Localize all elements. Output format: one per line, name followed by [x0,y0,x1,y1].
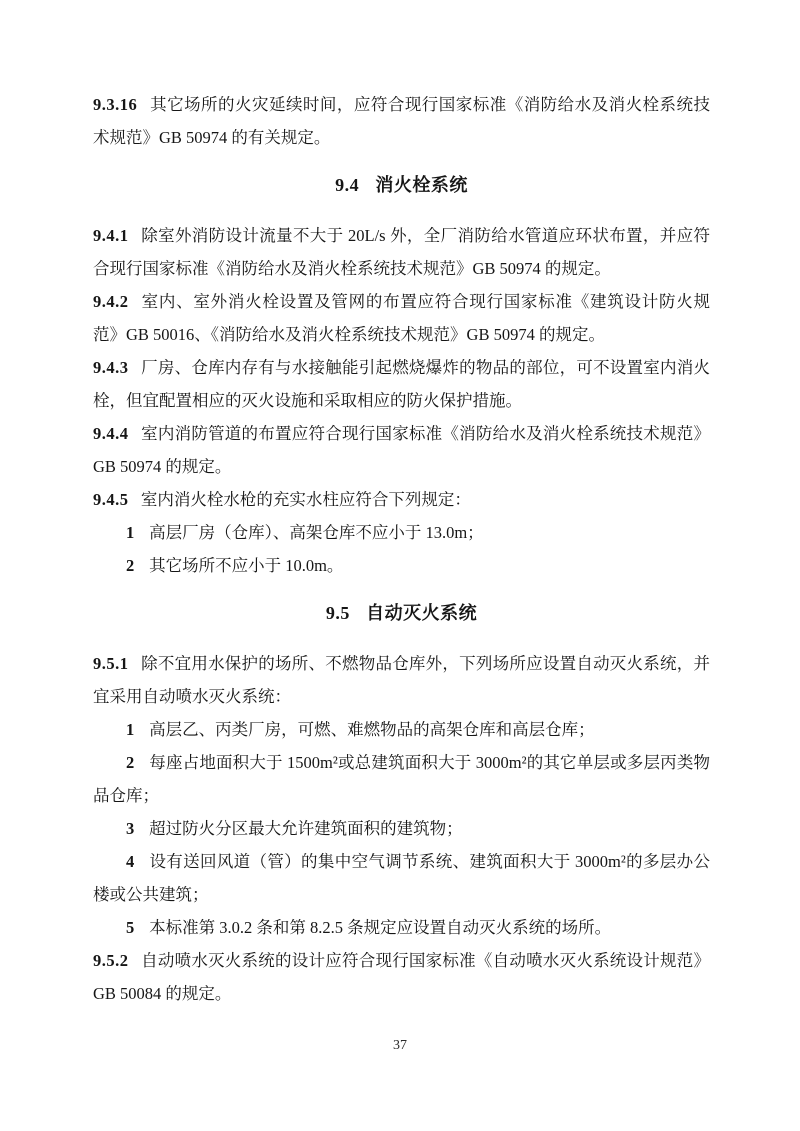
item-text: 每座占地面积大于 1500m²或总建筑面积大于 3000m²的其它单层或多层丙类物品仓库； [93,753,710,805]
clause-number: 9.4.2 [93,292,129,311]
item-number: 2 [126,556,135,575]
clause-text: 室内消防管道的布置应符合现行国家标准《消防给水及消火栓系统技术规范》GB 50974 的规定。 [93,424,710,476]
clause-number: 9.5.1 [93,654,129,673]
item-number: 2 [126,753,135,772]
item-text: 设有送回风道（管）的集中空气调节系统、建筑面积大于 3000m²的多层办公楼或公共建筑； [93,852,710,904]
list-item-9-4-5-2 [93,549,710,582]
heading-number: 9.5 [325,603,350,623]
list-item-9-5-1-2 [93,746,710,812]
item-number: 1 [126,523,135,542]
clause-number: 9.3.16 [93,95,138,114]
clause-text: 除不宜用水保护的场所、不燃物品仓库外，下列场所应设置自动灭火系统，并宜采用自动喷水灭火系统： [93,654,710,706]
item-text: 其它场所不应小于 10.0m。 [149,556,344,575]
clause-number: 9.4.4 [93,424,129,443]
heading-number: 9.4 [335,175,360,195]
list-item-9-5-1-1 [93,713,710,746]
clause-9-4-2 [93,285,710,351]
heading-title: 消火栓系统 [375,175,468,195]
clause-9-5-2 [93,944,710,1010]
item-number: 1 [126,720,135,739]
clause-text: 其它场所的火灾延续时间，应符合现行国家标准《消防给水及消火栓系统技术规范》GB 50974 的有关规定。 [93,95,710,147]
clause-text: 厂房、仓库内存有与水接触能引起燃烧爆炸的物品的部位，可不设置室内消火栓，但宜配置相应的灭火设施和采取相应的防火保护措施。 [93,358,710,410]
clause-number: 9.4.1 [93,226,129,245]
clause-text: 室内消火栓水枪的充实水柱应符合下列规定： [140,490,471,509]
item-number: 4 [126,852,135,871]
section-heading-9-4 [93,169,710,202]
clause-9-4-1 [93,219,710,285]
item-text: 高层厂房（仓库）、高架仓库不应小于 13.0m； [149,523,484,542]
clause-9-5-1 [93,647,710,713]
clause-text: 除室外消防设计流量不大于 20L/s 外，全厂消防给水管道应环状布置，并应符合现行国家标准《消防给水及消火栓系统技术规范》GB 50974 的规定。 [93,226,710,278]
clause-number: 9.5.2 [93,951,129,970]
list-item-9-4-5-1 [93,516,710,549]
item-number: 5 [126,918,135,937]
item-text: 超过防火分区最大允许建筑面积的建筑物； [149,819,463,838]
clause-number: 9.4.5 [93,490,129,509]
item-text: 本标准第 3.0.2 条和第 8.2.5 条规定应设置自动灭火系统的场所。 [149,918,612,937]
clause-9-4-5 [93,483,710,516]
item-text: 高层乙、丙类厂房，可燃、难燃物品的高架仓库和高层仓库； [149,720,595,739]
section-heading-9-5 [93,597,710,630]
clause-9-3-16 [93,88,710,154]
clause-9-4-3 [93,351,710,417]
list-item-9-5-1-3 [93,812,710,845]
heading-title: 自动灭火系统 [366,603,478,623]
clause-number: 9.4.3 [93,358,129,377]
list-item-9-5-1-4 [93,845,710,911]
item-number: 3 [126,819,135,838]
clause-9-4-4 [93,417,710,483]
clause-text: 自动喷水灭火系统的设计应符合现行国家标准《自动喷水灭火系统设计规范》GB 50084 的规定。 [93,951,710,1003]
list-item-9-5-1-5 [93,911,710,944]
page-number: 37 [393,1038,407,1053]
clause-text: 室内、室外消火栓设置及管网的布置应符合现行国家标准《建筑设计防火规范》GB 50016、《消防给水及消火栓系统技术规范》GB 50974 的规定。 [93,292,710,344]
